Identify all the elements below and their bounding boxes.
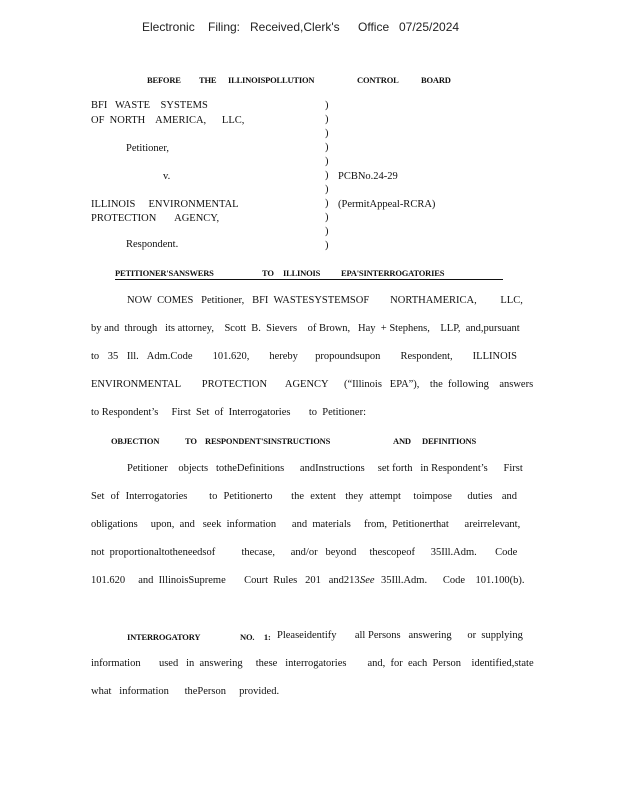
caption-paren: )	[325, 226, 329, 237]
caption-paren: )	[325, 100, 329, 111]
intro-line-2: by and through its attorney, Scott B. Sievers of Brown, Hay + Stephens, LLP, and,pursuant	[91, 323, 520, 334]
objection-heading-part4: AND	[393, 436, 411, 446]
title-underline	[115, 279, 503, 280]
intro-line-3: to 35 Ill. Adm.Code 101.620, hereby propoundsupon Respondent, ILLINOIS	[91, 351, 517, 362]
title-part1: PETITIONER'SANSWERS	[115, 268, 214, 278]
petitioner-name-line2: OF NORTH AMERICA, LLC,	[91, 115, 245, 126]
respondent-name-line1: ILLINOIS ENVIRONMENTAL	[91, 199, 239, 210]
case-type: (PermitAppeal-RCRA)	[338, 199, 436, 210]
objection-line-1: Petitioner objects totheDefinitions andInstructions set forth in Respondent’s First	[127, 463, 523, 474]
objection-heading-part1: OBJECTION	[111, 436, 160, 446]
respondent-role: Respondent.	[126, 239, 179, 250]
filing-stamp-office: Office	[358, 20, 390, 34]
caption-paren: )	[325, 184, 329, 195]
caption-paren: )	[325, 212, 329, 223]
objection-line-5a: 101.620 and IllinoisSupreme Court Rules 201 and213.	[91, 575, 363, 586]
title-part2: TO	[262, 268, 274, 278]
title-part3: ILLINOIS	[283, 268, 321, 278]
intro-line-1: NOW COMES Petitioner, BFI WASTESYSTEMSOF NORTHAMERICA, LLC,	[127, 295, 523, 306]
heading-before: BEFORE	[147, 75, 181, 85]
interrogatory-number: NO. 1:	[240, 632, 271, 642]
intro-line-5: to Respondent’s First Set of Interrogatories to Petitioner:	[91, 407, 367, 418]
interrogatory-line-1: Pleaseidentify all Persons answering or supplying	[277, 630, 523, 641]
caption-paren: )	[325, 240, 329, 251]
objection-line-5b: 35Ill.Adm. Code 101.100(b).	[381, 575, 525, 586]
versus: v.	[163, 171, 171, 182]
petitioner-name-line1: BFI WASTE SYSTEMS	[91, 100, 208, 111]
caption-paren: )	[325, 170, 329, 181]
objection-line-2: Set of Interrogatories to Petitionerto the extent they attempt toimpose duties and	[91, 491, 517, 502]
objection-line-4: not proportionaltotheneedsof thecase, and/or beyond thescopeof 35Ill.Adm. Code	[91, 547, 518, 558]
filing-stamp-label: Electronic	[142, 20, 195, 34]
filing-stamp-filing: Filing:	[208, 20, 241, 34]
objection-line-3: obligations upon, and seek information and materials from, Petitionerthat areirrelevant,	[91, 519, 521, 530]
title-part4: EPA'SINTERROGATORIES	[341, 268, 445, 278]
heading-board: BOARD	[421, 75, 451, 85]
objection-heading-part5: DEFINITIONS	[422, 436, 477, 446]
filing-stamp-date: 07/25/2024	[399, 20, 460, 34]
caption-paren: )	[325, 198, 329, 209]
intro-line-4: ENVIRONMENTAL PROTECTION AGENCY (“Illinois EPA”), the following answers	[91, 379, 534, 390]
heading-the: THE	[199, 75, 217, 85]
caption-paren: )	[325, 142, 329, 153]
respondent-name-line2: PROTECTION AGENCY,	[91, 213, 220, 224]
interrogatory-line-3: what information thePerson provided.	[91, 686, 280, 697]
caption-paren: )	[325, 156, 329, 167]
objection-heading-part3: RESPONDENT'SINSTRUCTIONS	[205, 436, 331, 446]
interrogatory-label: INTERROGATORY	[127, 632, 201, 642]
case-number: PCBNo.24-29	[338, 171, 398, 182]
objection-heading-part2: TO	[185, 436, 197, 446]
objection-line-5-see: See	[360, 575, 375, 586]
heading-board-name: ILLINOISPOLLUTION	[228, 75, 315, 85]
interrogatory-line-2: information used in answering these interrogatories and, for each Person identified,state	[91, 658, 534, 669]
filing-stamp-received: Received,Clerk's	[250, 20, 340, 34]
caption-paren: )	[325, 114, 329, 125]
heading-control: CONTROL	[357, 75, 399, 85]
petitioner-role: Petitioner,	[126, 143, 170, 154]
caption-paren: )	[325, 128, 329, 139]
